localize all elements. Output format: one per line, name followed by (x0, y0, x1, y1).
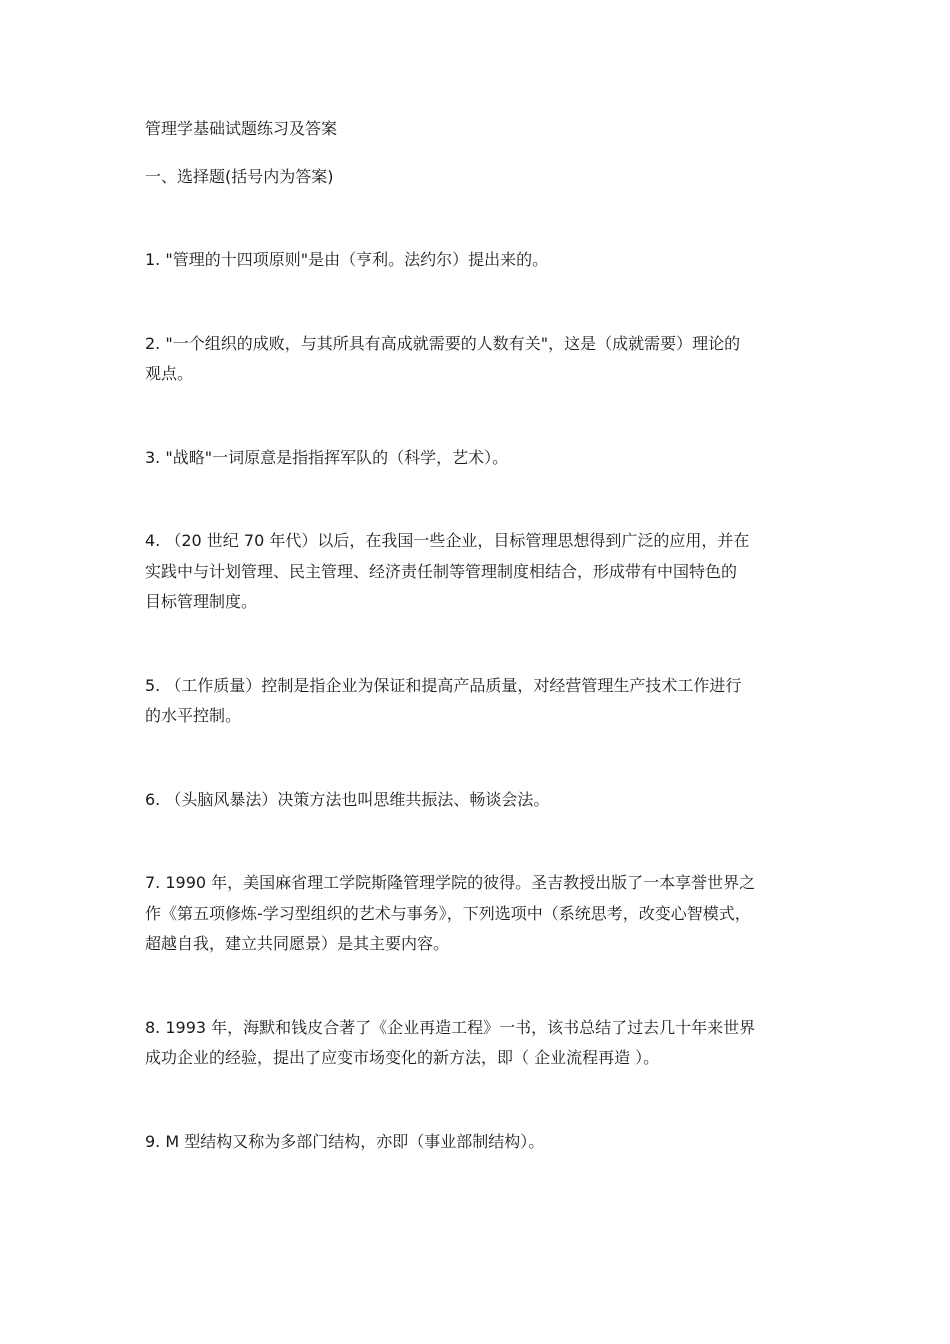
question-line: 实践中与计划管理、民主管理、经济责任制等管理制度相结合，形成带有中国特色的 (145, 561, 738, 581)
question-9 (145, 1127, 830, 1158)
question-1 (145, 245, 830, 276)
question-line: 7. 1990 年，美国麻省理工学院斯隆管理学院的彼得。圣吉教授出版了一本享誉世界之 (145, 873, 756, 892)
question-line: 9. M 型结构又称为多部门结构，亦即（事业部制结构）。 (145, 1131, 545, 1151)
question-line: 8. 1993 年，海默和钱皮合著了《企业再造工程》一书，该书总结了过去几十年来世界 (145, 1017, 756, 1037)
question-line: 成功企业的经验，提出了应变市场变化的新方法，即（ 企业流程再造 ）。 (145, 1048, 660, 1067)
question-line: 超越自我，建立共同愿景）是其主要内容。 (145, 934, 450, 953)
question-7 (145, 868, 830, 960)
question-8 (145, 1013, 830, 1074)
question-line: 作《第五项修炼-学习型组织的艺术与事务》，下列选项中（系统思考，改变心智模式， (145, 903, 751, 923)
document-title: 管理学基础试题练习及答案 (145, 119, 338, 138)
question-line: 2. "一个组织的成败，与其所具有高成就需要的人数有关"，这是（成就需要）理论的 (145, 333, 741, 353)
question-4 (145, 526, 830, 618)
question-line: 4. （20 世纪 70 年代）以后，在我国一些企业，目标管理思想得到广泛的应用，并在 (145, 531, 750, 550)
question-line: 6. （头脑风暴法）决策方法也叫思维共振法、畅谈会法。 (145, 789, 550, 809)
question-line: 的水平控制。 (145, 706, 242, 725)
question-line: 5. （工作质量）控制是指企业为保证和提高产品质量，对经营管理生产技术工作进行 (145, 675, 742, 695)
section-title: 一、选择题(括号内为答案) (145, 166, 334, 186)
question-2 (145, 329, 830, 390)
question-line: 3. "战略"一词原意是指指挥军队的（科学，艺术）。 (145, 447, 509, 467)
question-5 (145, 671, 830, 732)
question-3 (145, 443, 830, 474)
question-line: 1. "管理的十四项原则"是由（亨利。法约尔）提出来的。 (145, 250, 549, 269)
question-line: 观点。 (145, 364, 194, 383)
question-6 (145, 785, 830, 816)
question-line: 目标管理制度。 (145, 592, 258, 611)
